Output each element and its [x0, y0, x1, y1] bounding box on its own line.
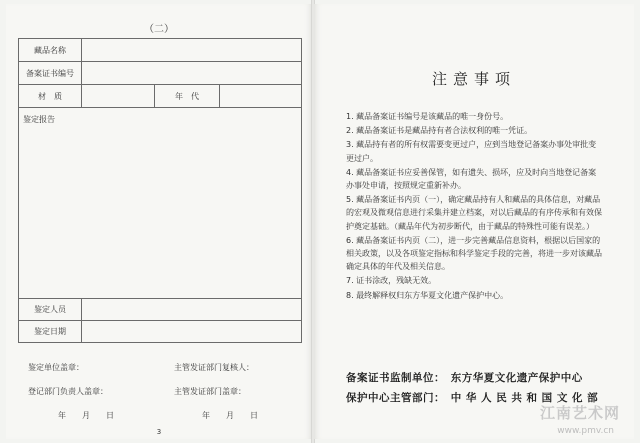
notice-item: 1. 藏品备案证书编号是该藏品的唯一身份号。 — [346, 112, 509, 121]
item-name-value — [82, 39, 302, 62]
date-line-left: 年 月 日 — [58, 411, 114, 420]
notice-item: 3. 藏品持有者的所有权需要变更过户，应到当地登记备案办事处审批变更过户。 — [346, 140, 597, 163]
material-value — [82, 85, 155, 108]
date-label: 鉴定日期 — [19, 321, 82, 343]
report-label: 鉴定报告 — [23, 115, 55, 124]
authority-line: 保护中心主管部门： 中 华 人 民 共 和 国 文 化 部 — [346, 392, 599, 404]
appraisal-form-table — [18, 38, 302, 343]
notice-item: 6. 藏品备案证书内页（二），进一步完善藏品信息资料，根据以后国家的相关政策，以及各项鉴定指标和科学鉴定手段的完善，将进一步对该藏品确定具体的年代及相关信息。 — [346, 235, 602, 272]
notice-item: 4. 藏品备案证书应妥善保管，如有遗失、损坏，应及时向当地登记备案办事处申请，按照规定重新补办。 — [346, 167, 597, 191]
item-name-label: 藏品名称 — [19, 39, 82, 62]
cert-number-label: 备案证书编号 — [19, 62, 82, 85]
unit-seal-label: 鉴定单位盖章： — [28, 363, 84, 372]
appraiser-value — [82, 299, 302, 321]
issuer-seal-label: 主管发证部门盖章： — [174, 387, 246, 396]
report-area — [19, 108, 302, 299]
page-number: 3 — [156, 428, 162, 436]
era-value — [220, 85, 302, 108]
era-label: 年 代 — [155, 85, 220, 108]
notice-list — [346, 110, 604, 303]
left-page — [6, 4, 312, 439]
right-page — [314, 4, 634, 439]
date-line-right: 年 月 日 — [202, 411, 258, 420]
material-label: 材 质 — [19, 85, 82, 108]
registrar-seal-label: 登记部门负责人盖章： — [28, 387, 108, 396]
appraiser-label: 鉴定人员 — [19, 299, 82, 321]
supervisor-unit: 备案证书监制单位： 东方华夏文化遗产保护中心 — [346, 372, 583, 384]
notice-item: 7. 证书涂改，残缺无效。 — [346, 276, 437, 286]
notice-item: 2. 藏品备案证书是藏品持有者合法权利的唯一凭证。 — [346, 126, 533, 136]
reviewer-label: 主管发证部门复核人： — [174, 363, 254, 372]
page-section-title: （二） — [144, 24, 174, 35]
date-value — [82, 321, 302, 343]
notice-item: 5. 藏品备案证书内页（一），确定藏品持有人和藏品的具体信息，对藏品的宏观及微观信息进行采集并建立档案，对以后藏品的有序传承和有效保护奠定基础。（藏品年代为初步断代，由于藏品的特殊性可能有误差。） — [346, 195, 602, 231]
cert-number-value — [82, 62, 302, 85]
notice-title: 注意事项 — [431, 70, 516, 88]
watermark-logo-text: 江南艺术网 — [539, 404, 620, 422]
notice-item: 8. 最终解释权归东方华夏文化遗产保护中心。 — [346, 290, 509, 300]
watermark-url: www.pmv.cn — [557, 426, 614, 436]
